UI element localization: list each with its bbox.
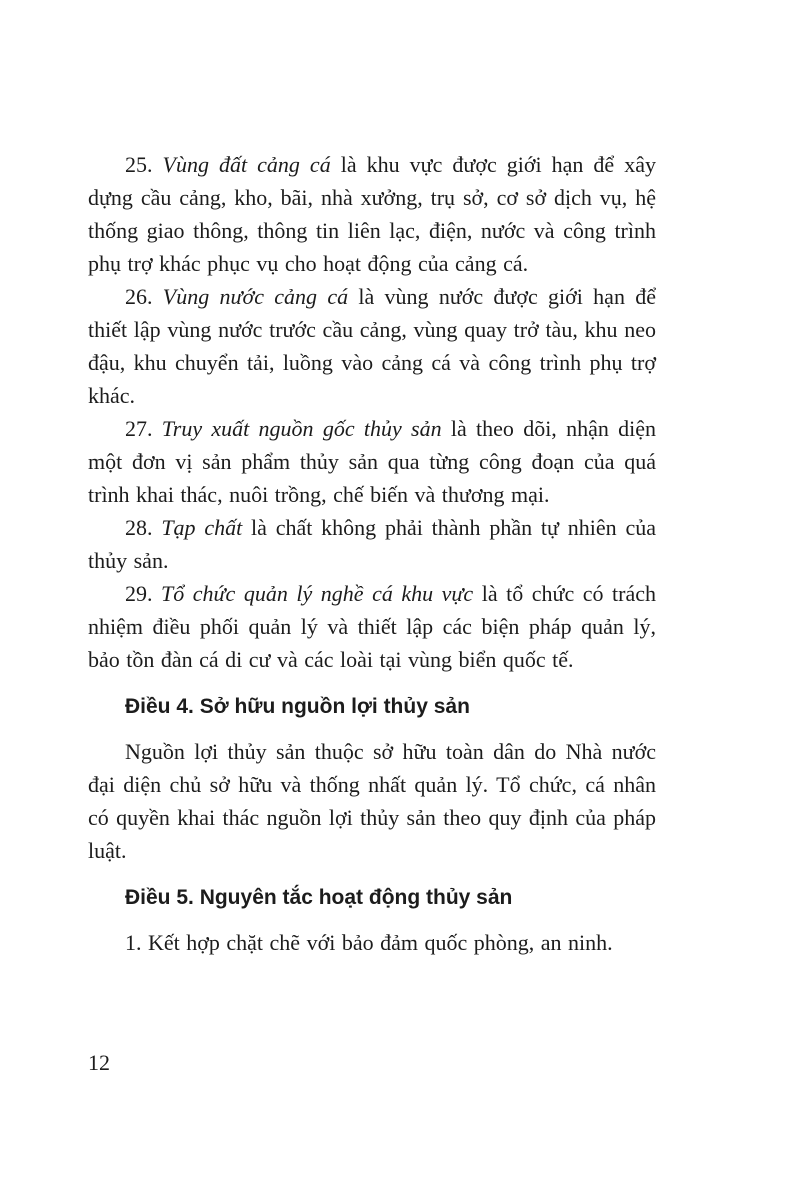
definition-paragraph-27 [88,412,656,511]
definition-number: 26. [125,284,153,309]
article-4-paragraph: Nguồn lợi thủy sản thuộc sở hữu toàn dân do Nhà nước đại diện chủ sở hữu và thống nhất quản lý. Tổ chức, cá nhân có quyền khai thác nguồn lợi thủy sản theo quy định của pháp luật. [88,739,656,863]
article-5-paragraph: 1. Kết hợp chặt chẽ với bảo đảm quốc phòng, an ninh. [125,930,613,955]
definition-term: Vùng đất cảng cá [162,152,331,177]
definition-text: là tổ chức có trách nhiệm điều phối quản lý và thiết lập các biện pháp quản lý, bảo tồn đàn cá di cư và các loài tại vùng biển quốc tế. [88,581,656,672]
page-number: 12 [88,1050,110,1075]
definition-term: Truy xuất nguồn gốc thủy sản [161,416,442,441]
definition-number: 29. [125,581,153,606]
definition-paragraph-28 [88,511,656,577]
definition-paragraph-26 [88,280,656,412]
article-4-heading: Điều 4. Sở hữu nguồn lợi thủy sản [125,695,470,718]
definition-paragraph-29 [88,577,656,676]
definition-number: 27. [125,416,153,441]
article-5-heading: Điều 5. Nguyên tắc hoạt động thủy sản [125,886,513,909]
definition-number: 25. [125,152,153,177]
definition-number: 28. [125,515,153,540]
definition-text: là chất không phải thành phần tự nhiên của thủy sản. [88,515,656,573]
definition-term: Tạp chất [161,515,243,540]
page-content [88,148,656,959]
definition-text: là theo dõi, nhận diện một đơn vị sản phẩm thủy sản qua từng công đoạn của quá trình khai thác, nuôi trồng, chế biến và thương mại. [88,416,657,507]
definition-paragraph-25 [88,148,656,280]
definition-term: Vùng nước cảng cá [162,284,349,309]
definition-term: Tổ chức quản lý nghề cá khu vực [161,581,474,606]
definition-text: là vùng nước được giới hạn để thiết lập vùng nước trước cầu cảng, vùng quay trở tàu, khu neo đậu, khu chuyển tải, luồng vào cảng cá và công trình phụ trợ khác. [88,284,656,408]
definition-text: là khu vực được giới hạn để xây dựng cầu cảng, kho, bãi, nhà xưởng, trụ sở, cơ sở dịch vụ, hệ thống giao thông, thông tin liên lạc, điện, nước và công trình phụ trợ khác phục vụ cho hoạt động của cảng cá. [88,152,656,276]
